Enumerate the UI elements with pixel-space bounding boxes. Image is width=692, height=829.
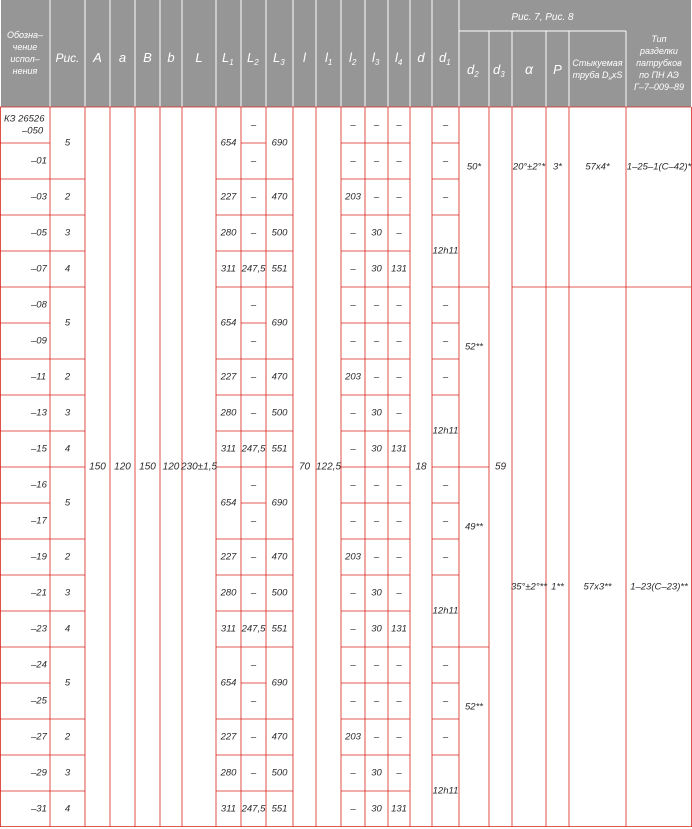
L3-merged-cell: 690 xyxy=(271,497,288,509)
L3-cell: 551 xyxy=(271,803,288,815)
d1-cell: – xyxy=(442,335,449,347)
svg-text:Стыкуемаятруба DнxS xyxy=(572,58,622,82)
type-cell: 1–23(С–23)** xyxy=(630,581,688,593)
header-L3: L xyxy=(273,50,281,65)
header-pipe-line: Стыкуемая xyxy=(572,58,623,68)
l2-cell: – xyxy=(350,515,356,527)
designation-cell: –09 xyxy=(31,335,47,347)
L3-cell: 470 xyxy=(271,371,288,383)
d1-cell: – xyxy=(442,299,449,311)
L1-cell: 280 xyxy=(220,227,237,239)
pipe-cell: 57x4* xyxy=(585,161,610,173)
d2-cell: 52** xyxy=(465,341,483,353)
header-L1: L xyxy=(222,50,230,65)
l2-cell: 203 xyxy=(345,731,361,743)
header-d1: d xyxy=(439,50,447,65)
header-type-line: разделки xyxy=(640,46,678,56)
designation-cell: –21 xyxy=(31,587,47,599)
l1-cell: 122,5 xyxy=(315,461,342,473)
L2-cell: – xyxy=(250,587,257,599)
L1-cell: 227 xyxy=(220,731,237,743)
header-designation-line: испол– xyxy=(10,54,40,64)
l2-cell: 203 xyxy=(345,551,361,563)
ris-cell: 3 xyxy=(64,767,71,779)
l3-cell: – xyxy=(373,695,380,707)
L2-cell: – xyxy=(250,155,257,167)
header-d3-sub: 3 xyxy=(500,70,505,79)
B-cell: 150 xyxy=(139,461,156,473)
l3-cell: – xyxy=(373,551,380,563)
header-d: d xyxy=(417,50,425,65)
L2-cell: – xyxy=(250,119,257,131)
header-d2: d xyxy=(467,62,475,77)
l3-cell: 30 xyxy=(371,407,382,419)
table-row xyxy=(30,516,449,527)
ris-cell: 4 xyxy=(64,623,71,635)
L2-cell: – xyxy=(250,695,257,707)
table-row xyxy=(30,372,449,383)
header-L1-sub: 1 xyxy=(229,58,234,67)
l3-cell: – xyxy=(373,479,380,491)
header-l4: l xyxy=(395,50,398,65)
header-d3: d xyxy=(493,62,501,77)
header-P: P xyxy=(553,62,562,77)
l4-cell: – xyxy=(396,515,402,527)
L2-cell: – xyxy=(250,299,257,311)
d2-cell: 50* xyxy=(466,161,482,173)
ris-cell: 4 xyxy=(64,803,71,815)
ris-cell: 4 xyxy=(64,443,71,455)
l3-cell: – xyxy=(373,371,380,383)
header-ris: Рис. xyxy=(55,51,80,65)
ris-cell: 2 xyxy=(64,551,71,563)
l2-cell: – xyxy=(350,155,356,167)
l4-cell: 131 xyxy=(391,623,407,635)
table-row xyxy=(30,264,407,275)
header-l1-sub: 1 xyxy=(327,58,333,67)
designation-cell: –03 xyxy=(31,191,47,203)
alpha-cell: 35°±2°** xyxy=(510,581,548,593)
l2-cell: – xyxy=(350,407,356,419)
header-designation-line: нения xyxy=(12,66,38,76)
l4-cell: – xyxy=(396,659,402,671)
table-row xyxy=(30,444,407,455)
P-cell: 1** xyxy=(551,581,564,593)
table-body xyxy=(4,114,449,815)
table-header-background xyxy=(0,0,692,107)
header-l3-sub: 3 xyxy=(374,58,380,67)
designation-cell: –16 xyxy=(31,479,47,491)
l4-cell: – xyxy=(396,371,402,383)
header-l2-sub: 2 xyxy=(351,58,357,67)
d-cell: 18 xyxy=(415,461,427,473)
L2-cell: – xyxy=(250,515,257,527)
designation-cell: КЗ 26526 xyxy=(4,113,45,125)
table-row xyxy=(30,732,449,743)
d1-cell: – xyxy=(442,119,449,131)
designation-cell: –25 xyxy=(31,695,47,707)
header-pipe-tail: xS xyxy=(611,70,623,80)
type-cell: 1–25–1(С–42)* xyxy=(626,161,692,173)
d1-merged-cell: 12h11 xyxy=(432,245,459,257)
d1-merged-cell: 12h11 xyxy=(432,785,459,797)
l3-cell: – xyxy=(373,659,380,671)
L3-cell: 500 xyxy=(271,587,288,599)
header-type-line: патрубков xyxy=(636,58,682,68)
ris-merged-cell: 5 xyxy=(64,497,71,509)
ris-cell: 2 xyxy=(64,731,71,743)
L3-merged-cell: 690 xyxy=(271,677,288,689)
L1-merged-cell: 654 xyxy=(220,677,237,689)
l4-cell: 131 xyxy=(391,443,407,455)
l2-cell: – xyxy=(350,587,356,599)
designation-cell: –07 xyxy=(31,263,47,275)
d1-cell: – xyxy=(442,155,449,167)
l2-cell: – xyxy=(350,335,356,347)
l2-cell: – xyxy=(350,227,356,239)
ris-merged-cell: 5 xyxy=(64,677,71,689)
header-type-line: Тип xyxy=(651,34,667,44)
l2-cell: – xyxy=(350,299,356,311)
d1-cell: – xyxy=(442,659,449,671)
table-row xyxy=(30,624,407,635)
l4-cell: – xyxy=(396,155,402,167)
L2-cell: – xyxy=(250,551,257,563)
l-cell: 70 xyxy=(298,461,311,473)
header-alpha: α xyxy=(525,61,533,77)
designation-cell: –31 xyxy=(31,803,47,815)
L3-cell: 500 xyxy=(271,227,288,239)
header-group: Рис. 7, Рис. 8 xyxy=(511,12,574,23)
d2-cell: 49** xyxy=(465,521,483,533)
L1-cell: 311 xyxy=(220,263,237,275)
l2-cell: – xyxy=(350,119,356,131)
header-designation-line: чение xyxy=(12,42,38,52)
l2-cell: – xyxy=(350,803,356,815)
l4-cell: – xyxy=(396,587,402,599)
ris-cell: 2 xyxy=(64,371,71,383)
L3-cell: 500 xyxy=(271,767,288,779)
L2-cell: – xyxy=(250,191,257,203)
l4-cell: – xyxy=(396,767,402,779)
L2-cell: – xyxy=(250,335,257,347)
l3-cell: – xyxy=(373,155,380,167)
L3-cell: 551 xyxy=(271,443,288,455)
table-row xyxy=(30,300,449,311)
l2-cell: – xyxy=(350,659,356,671)
L1-cell: 227 xyxy=(220,371,237,383)
d3-cell: 59 xyxy=(494,461,507,473)
A-cell: 150 xyxy=(89,461,106,473)
l2-cell: 203 xyxy=(345,191,361,203)
l4-cell: – xyxy=(396,119,402,131)
l4-cell: – xyxy=(396,191,402,203)
L2-cell: 247,5 xyxy=(241,443,266,455)
P-cell: 3* xyxy=(553,161,562,173)
d1-merged-cell: 12h11 xyxy=(432,605,459,617)
d1-cell: – xyxy=(442,551,449,563)
header-l2: l xyxy=(349,50,352,65)
l3-cell: – xyxy=(373,731,380,743)
l3-cell: 30 xyxy=(371,623,382,635)
header-l: l xyxy=(303,50,306,65)
table-row xyxy=(30,480,449,491)
designation-cell: –01 xyxy=(31,155,47,167)
d1-cell: – xyxy=(442,479,449,491)
header-B: B xyxy=(143,50,152,65)
l3-cell: – xyxy=(373,515,380,527)
d2-cell: 52** xyxy=(465,701,483,713)
l4-cell: 131 xyxy=(391,263,407,275)
l2-cell: – xyxy=(350,479,356,491)
L3-cell: 551 xyxy=(271,623,288,635)
L2-cell: 247,5 xyxy=(241,263,266,275)
l4-cell: – xyxy=(396,227,402,239)
header-l4-sub: 4 xyxy=(397,58,403,67)
d1-cell: – xyxy=(442,695,449,707)
l3-cell: 30 xyxy=(371,263,382,275)
l4-cell: – xyxy=(396,695,402,707)
d1-cell: – xyxy=(442,191,449,203)
l3-cell: 30 xyxy=(371,443,382,455)
ris-cell: 2 xyxy=(64,191,71,203)
table-row xyxy=(30,552,449,563)
ris-cell: 3 xyxy=(64,407,71,419)
ris-merged-cell: 5 xyxy=(64,317,71,329)
l4-cell: – xyxy=(396,335,402,347)
table-row xyxy=(30,192,449,203)
L1-cell: 311 xyxy=(220,803,237,815)
header-L: L xyxy=(195,50,203,65)
L2-cell: – xyxy=(250,227,257,239)
table-row xyxy=(4,114,449,137)
l3-cell: – xyxy=(373,119,380,131)
l2-cell: – xyxy=(350,623,356,635)
L3-cell: 500 xyxy=(271,407,288,419)
L3-merged-cell: 690 xyxy=(271,317,288,329)
l4-cell: – xyxy=(396,299,402,311)
header-a: a xyxy=(118,50,127,65)
L1-cell: 227 xyxy=(220,191,237,203)
L3-cell: 470 xyxy=(271,191,288,203)
ris-cell: 4 xyxy=(64,263,71,275)
L2-cell: – xyxy=(250,407,257,419)
designation-cell: –13 xyxy=(31,407,47,419)
l4-cell: – xyxy=(396,407,402,419)
header-L2: L xyxy=(247,50,255,65)
L1-cell: 280 xyxy=(220,767,237,779)
L1-cell: 311 xyxy=(220,443,237,455)
header-b: b xyxy=(167,50,175,65)
L1-merged-cell: 654 xyxy=(220,317,237,329)
header-type-line: Г–7–009–89 xyxy=(634,82,684,92)
l3-cell: 30 xyxy=(371,803,382,815)
header-L2-sub: 2 xyxy=(254,58,259,67)
header-pipe-line: труба D xyxy=(572,70,609,80)
designation-cell: –05 xyxy=(31,227,47,239)
header-designation-line: Обозна– xyxy=(6,30,44,40)
L1-cell: 280 xyxy=(220,587,237,599)
L1-cell: 227 xyxy=(220,551,237,563)
l3-cell: 30 xyxy=(371,767,382,779)
l4-cell: – xyxy=(396,731,402,743)
designation-cell: –24 xyxy=(31,659,47,671)
L3-cell: 551 xyxy=(271,263,288,275)
L3-cell: 470 xyxy=(271,731,288,743)
table-row xyxy=(30,156,449,167)
ris-cell: 3 xyxy=(64,587,71,599)
L1-merged-cell: 654 xyxy=(220,497,237,509)
table-row xyxy=(30,336,449,347)
designation-cell: –19 xyxy=(31,551,47,563)
L1-cell: 280 xyxy=(220,407,237,419)
designation-cell: –23 xyxy=(31,623,47,635)
l2-cell: 203 xyxy=(345,371,361,383)
d1-cell: – xyxy=(442,731,449,743)
header-l3: l xyxy=(372,50,375,65)
l3-cell: 30 xyxy=(371,587,382,599)
b-cell: 120 xyxy=(162,461,180,473)
header-d2-sub: 2 xyxy=(474,70,479,79)
pipe-cell: 57x3** xyxy=(583,581,612,593)
table-row xyxy=(30,696,449,707)
L-cell: 230±1,5 xyxy=(180,461,218,473)
designation-cell: –08 xyxy=(31,299,47,311)
d1-merged-cell: 12h11 xyxy=(432,425,459,437)
L2-cell: – xyxy=(250,479,257,491)
l2-cell: – xyxy=(350,443,356,455)
L2-cell: 247,5 xyxy=(241,623,266,635)
l4-cell: 131 xyxy=(391,803,407,815)
a-cell: 120 xyxy=(114,461,131,473)
l3-cell: 30 xyxy=(371,227,382,239)
designation-cell: –29 xyxy=(31,767,47,779)
header-A: A xyxy=(93,50,102,65)
ris-cell: 3 xyxy=(64,227,71,239)
L3-merged-cell: 690 xyxy=(271,137,288,149)
header-type-line: по ПН АЭ xyxy=(639,70,679,80)
l4-cell: – xyxy=(396,479,402,491)
L2-cell: 247,5 xyxy=(241,803,266,815)
table-row xyxy=(30,804,407,815)
d1-cell: – xyxy=(442,371,449,383)
header-l1: l xyxy=(325,50,328,65)
L2-cell: – xyxy=(250,371,257,383)
designation-cell: –17 xyxy=(31,515,47,527)
designation-cell: –27 xyxy=(31,731,47,743)
l2-cell: – xyxy=(350,767,356,779)
d1-cell: – xyxy=(442,515,449,527)
header-L3-sub: 3 xyxy=(280,58,285,67)
L2-cell: – xyxy=(250,767,257,779)
l2-cell: – xyxy=(350,263,356,275)
l4-cell: – xyxy=(396,551,402,563)
l3-cell: – xyxy=(373,335,380,347)
L1-cell: 311 xyxy=(220,623,237,635)
L1-merged-cell: 654 xyxy=(220,137,237,149)
l3-cell: – xyxy=(373,299,380,311)
designation-cell: –11 xyxy=(31,371,47,383)
designation-cell: –050 xyxy=(22,125,44,137)
l3-cell: – xyxy=(373,191,380,203)
L3-cell: 470 xyxy=(271,551,288,563)
designation-cell: –15 xyxy=(31,443,47,455)
alpha-cell: 20°±2°* xyxy=(512,161,546,173)
header-pipe-sub: н xyxy=(608,76,612,82)
header-d1-sub: 1 xyxy=(446,58,451,67)
L2-cell: – xyxy=(250,731,257,743)
l2-cell: – xyxy=(350,695,356,707)
L2-cell: – xyxy=(250,659,257,671)
table-row xyxy=(30,660,449,671)
ris-merged-cell: 5 xyxy=(64,137,71,149)
